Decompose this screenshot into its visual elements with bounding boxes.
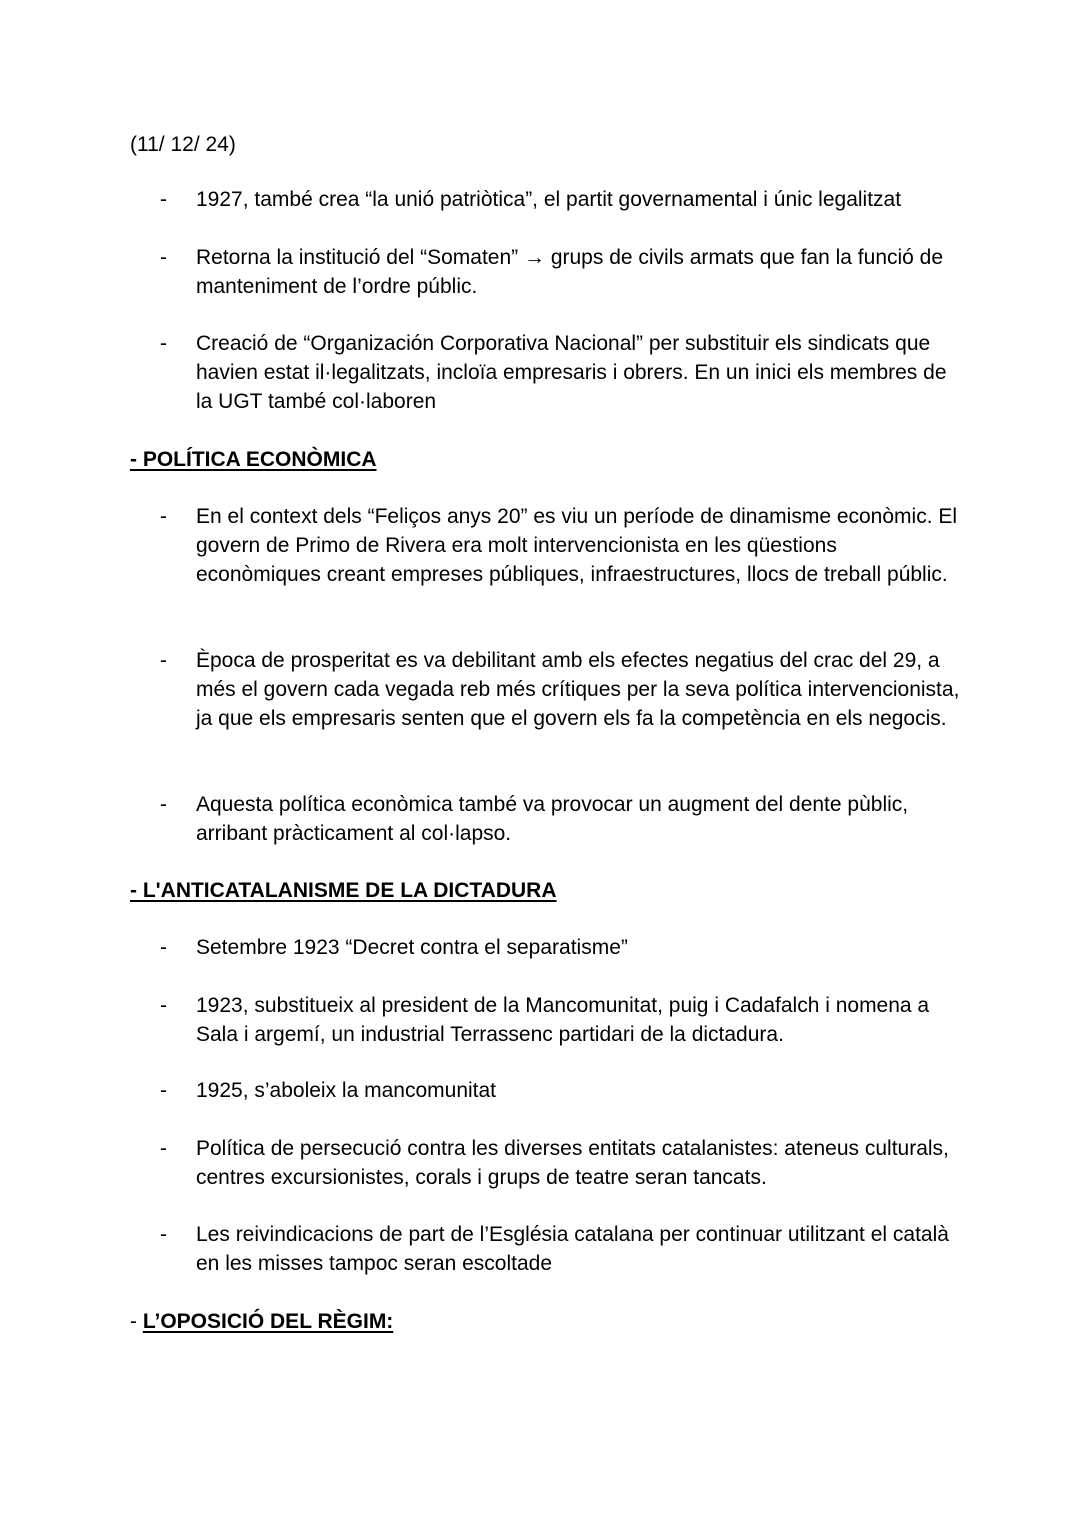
list-item-text: Les reivindicacions de part de l’Església catalana per continuar utilitzant el català en les misses tampoc seran escoltade	[196, 1223, 949, 1275]
list-item-text: Aquesta política econòmica també va provocar un augment del dente pùblic, arribant pràcticament al col·lapso.	[196, 793, 909, 845]
list-item	[160, 1077, 960, 1106]
list-item	[160, 791, 960, 849]
section-heading-text: - POLÍTICA ECONÒMICA	[130, 448, 377, 471]
bullet-dash: -	[160, 1223, 167, 1246]
bullet-dash: -	[160, 505, 167, 528]
list-item-text: Retorna la institució del “Somaten” → grups de civils armats que fan la funció de manteniment de l’ordre públic.	[196, 246, 944, 298]
bullet-dash: -	[160, 936, 167, 959]
section-heading-prefix: -	[130, 1310, 143, 1333]
list-item-text: Política de persecució contra les diverses entitats catalanistes: ateneus culturals, centres excursionistes, corals i grups de teatre seran tancats.	[196, 1137, 949, 1189]
list-item	[160, 244, 960, 302]
section-heading-text: - L'ANTICATALANISME DE LA DICTADURA	[130, 879, 557, 902]
bullet-dash: -	[160, 188, 167, 211]
list-item-text: Setembre 1923 “Decret contra el separatisme”	[196, 936, 628, 959]
list-item-text: 1927, també crea “la unió patriòtica”, el partit governamental i únic legalitzat	[196, 188, 902, 211]
section-heading-anticatalanisme	[130, 877, 557, 905]
list-item-text: En el context dels “Feliços anys 20” es viu un període de dinamisme econòmic. El govern de Primo de Rivera era molt intervencionista en les qüestions econòmiques creant empreses públiques, infraestructures, llocs de treball públic.	[196, 505, 958, 586]
list-item	[160, 330, 960, 416]
list-item-text: 1923, substitueix al president de la Mancomunitat, puig i Cadafalch i nomena a Sala i argemí, un industrial Terrassenc partidari de la dictadura.	[196, 994, 930, 1046]
list-item	[160, 503, 960, 589]
date-label: (11/ 12/ 24)	[130, 133, 236, 156]
bullet-dash: -	[160, 1137, 167, 1160]
bullet-dash: -	[160, 1079, 167, 1102]
list-item-text: 1925, s’aboleix la mancomunitat	[196, 1079, 497, 1102]
list-item	[160, 992, 960, 1050]
list-item	[160, 1135, 960, 1193]
bullet-dash: -	[160, 246, 167, 269]
bullet-dash: -	[160, 332, 167, 355]
list-item	[160, 186, 960, 215]
list-item	[160, 647, 960, 733]
list-item-text: Època de prosperitat es va debilitant amb els efectes negatius del crac del 29, a més el govern cada vegada reb més crítiques per la seva política intervencionista, ja que els empresaris senten que el govern els fa la competència en els negocis.	[196, 649, 960, 730]
section-heading-text: L’OPOSICIÓ DEL RÈGIM:	[142, 1310, 394, 1333]
list-item-text: Creació de “Organización Corporativa Nacional” per substituir els sindicats que havien estat il·legalitzats, incloïa empresaris i obrers. En un inici els membres de la UGT també col·laboren	[196, 332, 947, 413]
section-heading-oposicio	[130, 1308, 393, 1336]
list-item	[160, 1221, 960, 1279]
section-heading-economica	[130, 446, 377, 474]
bullet-dash: -	[160, 793, 167, 816]
list-item	[160, 934, 960, 963]
bullet-dash: -	[160, 994, 167, 1017]
bullet-dash: -	[160, 649, 167, 672]
